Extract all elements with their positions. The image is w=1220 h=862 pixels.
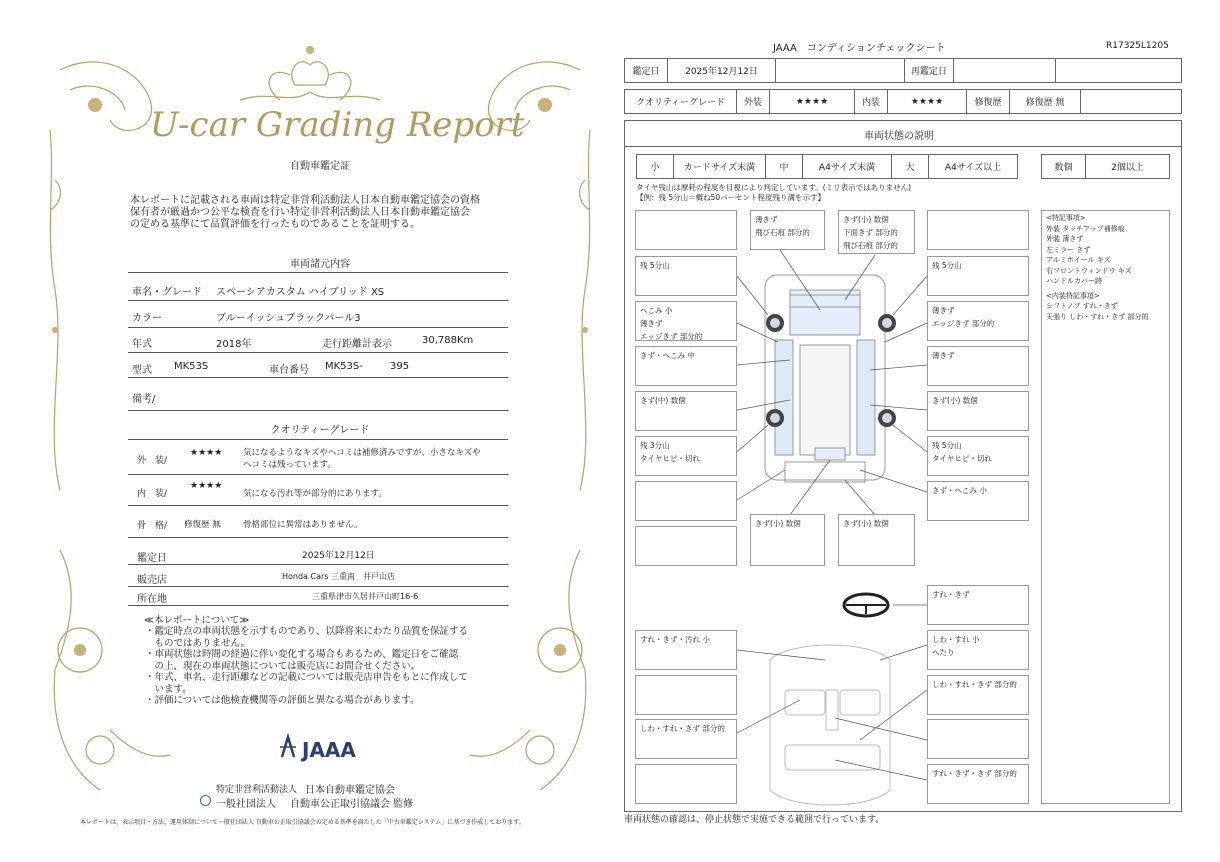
size-mid-desc: A4サイズ未満 <box>818 163 876 173</box>
interior-stars-cell <box>887 89 967 114</box>
size-small-desc: カードサイズ未満 <box>683 163 756 173</box>
note-front-right <box>838 210 915 254</box>
repair-value-cell <box>1009 89 1081 114</box>
note-line: きず(小) 数個 <box>755 519 801 528</box>
note-tire-rear-left <box>635 436 737 476</box>
note-line: 薄きず <box>755 215 778 224</box>
interior-label: 内装 <box>861 98 880 108</box>
note-left-4 <box>635 391 737 431</box>
size-mid-cell <box>765 154 803 179</box>
date-value: 2025年12月12日 <box>685 67 758 77</box>
mileage-label: 走行距離計表示 <box>322 339 392 350</box>
frame-label: 骨 格/ <box>137 521 168 531</box>
dealer-value: Honda Cars 三重南 井戸山店 <box>282 572 395 581</box>
about-item: ・鑑定時点の車両状態を示すものであり、以降将来にわたり品質を保証する <box>145 626 469 637</box>
note-interior-right-1 <box>927 630 1029 670</box>
count-label-cell <box>1041 154 1086 179</box>
note-line: 下面きず 部分的 <box>843 228 898 237</box>
note-line: タイヤヒビ・切れ <box>640 454 700 463</box>
special-notes-box <box>1041 210 1170 804</box>
size-small: 小 <box>650 163 660 173</box>
repair-label: 修復歴 <box>974 98 1002 108</box>
condition-sheet-title: JAAA コンディションチェックシート <box>773 43 946 54</box>
exterior-stars-cell <box>769 89 855 114</box>
note-line: へこみ 小 <box>640 306 673 315</box>
note-line: 残 5分山 <box>640 261 670 270</box>
interior-text: 気になる汚れ等が部分的にあります。 <box>243 489 387 499</box>
reappraisal-blank-cell <box>1055 58 1182 83</box>
org2-prefix: 一般社団法人 <box>216 799 276 810</box>
frame-text: 骨格部位に異常はありません。 <box>243 520 363 530</box>
note-rear-right <box>838 514 915 566</box>
org2-name: 自動車公正取引協議会 監修 <box>290 799 414 810</box>
interior-stars: ★★★★ <box>910 96 944 107</box>
interior-special-item: 天張り しわ・すれ・きず 部分的 <box>1046 312 1149 321</box>
special-item: アルミホイール キズ <box>1046 256 1111 264</box>
intro-line: の定める基準にて品質評価を行ったものであることを証明する。 <box>130 219 420 230</box>
note-left-2 <box>635 301 737 341</box>
car-name-value: スペーシアカスタム ハイブリッド XS <box>216 287 385 298</box>
note-blank-interior-right-3 <box>927 719 1029 759</box>
note-blank-left-7 <box>635 526 737 566</box>
note-right-4 <box>927 391 1029 431</box>
reappraisal-value-cell <box>953 58 1056 83</box>
year-value: 2018年 <box>216 339 252 350</box>
note-line: 残 5分山 <box>932 261 962 270</box>
size-mid-desc-cell <box>802 154 892 179</box>
note-line: きず(中) 数個 <box>640 396 686 405</box>
about-item: います。 <box>145 683 192 695</box>
note-line: すれ・きず <box>932 590 970 599</box>
exterior-label: 外装 <box>743 98 762 108</box>
repair-blank-cell <box>1080 89 1182 114</box>
note-line: 薄きず <box>932 351 955 360</box>
note-line: タイヤヒビ・切れ <box>932 454 992 463</box>
jaaa-logo <box>278 733 298 763</box>
note-right-2 <box>927 301 1029 341</box>
about-item: ・車両状態は時間の経過に伴い変化する場合もあるため、鑑定日をご確認 <box>145 649 459 660</box>
appraisal-date: 2025年12月12日 <box>302 551 375 561</box>
about-item: ・年式、車名、走行距離などの記載については販売店申告をもとに作成して <box>145 672 468 683</box>
color-value: ブルーイッシュブラックパール3 <box>216 313 361 324</box>
special-item: ハンドルカバー跡 <box>1046 277 1102 285</box>
jaaa-logo-mark-icon <box>278 733 298 759</box>
note-line: 残 3分山 <box>640 441 670 450</box>
note-interior-left-1 <box>635 630 737 670</box>
footnote: 本レポートは、表示項目・方法、運用体制について一般社団法人 自動車公正取引協議会の定める基準を満たした「中古車鑑定システム」に基づき作成しております。 <box>80 819 525 826</box>
specs-heading: 車両諸元内容 <box>290 259 350 270</box>
model-label: 型式 <box>132 365 152 376</box>
note-right-6 <box>927 481 1029 521</box>
exterior-label: 外 装/ <box>137 456 168 466</box>
exterior-label-cell <box>736 89 770 114</box>
special-item: 外装 薄きず <box>1046 235 1084 243</box>
model-value: MK53S <box>174 361 209 372</box>
about-item: ものではありません。 <box>145 637 251 649</box>
interior-special-heading: <内装特記事項> <box>1046 291 1100 300</box>
exterior-stars: ★★★★ <box>190 448 223 458</box>
note-line: 飛び石痕 部分的 <box>755 228 810 237</box>
exterior-stars: ★★★★ <box>795 96 829 107</box>
count-label: 数個 <box>1054 163 1073 173</box>
note-line: すれ・きず・きず 部分的 <box>932 769 1017 778</box>
frame-value: 修復歴 無 <box>184 520 221 530</box>
tire-note-1: タイヤ残山は摩耗の程度を目視により判定しています。(ミリ表示ではありません) <box>636 183 912 192</box>
note-line: きず(小) 数個 <box>843 519 889 528</box>
intro-line: 本レポートに記載される車両は特定非営利活動法人日本自動車鑑定協会の資格 <box>130 195 480 206</box>
note-blank-left-6 <box>635 481 737 521</box>
size-mid: 中 <box>779 163 789 173</box>
dealer-label: 販売店 <box>137 575 167 586</box>
exterior-text-line: 気になるようなキズやヘコミは補修済みですが、小さなキズや <box>243 448 481 458</box>
special-item: 外装 タッチアップ補修痕 <box>1046 224 1125 233</box>
note-front-left <box>750 210 825 250</box>
count-value: 2個以上 <box>1111 163 1144 173</box>
sheet-footer: 車両状態の確認は、停止状態で実施できる範囲で行っています。 <box>624 815 885 825</box>
note-line: しわ・すれ・きず 部分的 <box>640 724 725 733</box>
note-line: しわ・すれ 小 <box>932 635 980 644</box>
note-tire-front-left <box>635 256 737 296</box>
special-item: 左ミラー きず <box>1046 245 1091 254</box>
note-line: エッジきず 部分的 <box>640 332 703 341</box>
jaaa-logo-text: JAAA <box>302 738 356 762</box>
note-line: エッジきず 部分的 <box>932 319 995 328</box>
size-large-desc-cell <box>928 154 1018 179</box>
mileage-value: 30,788Km <box>422 335 474 346</box>
note-interior-right-4 <box>927 764 1029 804</box>
about-list <box>145 626 468 707</box>
note-left-3 <box>635 346 737 386</box>
repair-value: 修復歴 無 <box>1025 98 1065 108</box>
note-line: きず・へこみ 小 <box>932 486 987 495</box>
remarks-label: 備考/ <box>132 394 156 405</box>
about-item: ・評価については他検査機関等の評価と異なる場合があります。 <box>145 695 420 706</box>
note-tire-rear-right <box>927 436 1029 476</box>
interior-label-cell <box>854 89 888 114</box>
org1-prefix: 特定非営利活動法人 <box>216 785 298 795</box>
quality-heading: クオリティーグレード <box>270 425 370 436</box>
date-label-cell <box>624 58 668 83</box>
note-interior-left-3 <box>635 719 737 759</box>
note-interior-right-2 <box>927 675 1029 715</box>
certificate-subtitle: 自動車鑑定証 <box>290 161 350 172</box>
intro-line: 保有者が厳過かつ公平な検査を行い特定非営利活動法人日本自動車鑑定協会 <box>130 207 470 218</box>
note-line: 残 5分山 <box>932 441 962 450</box>
note-line: すれ・きず・汚れ 小 <box>640 635 710 644</box>
note-line: きず(小) 数個 <box>843 215 889 224</box>
note-line: 飛び石痕 部分的 <box>843 241 898 250</box>
address-value: 三重県津市久居井戸山町16-6 <box>312 592 419 601</box>
size-small-desc-cell <box>673 154 766 179</box>
year-label: 年式 <box>132 339 152 350</box>
report-title: U-car Grading Report <box>150 105 525 145</box>
certificate-panel <box>40 30 600 830</box>
quality-label-cell <box>624 89 737 114</box>
date-value-cell <box>667 58 776 83</box>
intro-text <box>130 195 480 231</box>
note-blank-interior-left-4 <box>635 764 737 804</box>
chassis-prefix: MK53S- <box>325 361 363 372</box>
note-line: へたり <box>932 648 955 657</box>
note-line: 薄きず <box>640 319 663 328</box>
exterior-text <box>243 447 481 471</box>
tire-note-2: 【例：残 5分山＝概ね50パーセント程度残り溝を示す】 <box>636 193 826 202</box>
reappraisal-label: 再鑑定日 <box>910 67 947 77</box>
date-blank-cell <box>775 58 905 83</box>
size-large-desc: A4サイズ以上 <box>944 163 1002 173</box>
chassis-number: 395 <box>390 361 410 372</box>
note-tire-front-right <box>927 256 1029 296</box>
chassis-label: 車台番号 <box>269 365 309 376</box>
color-label: カラー <box>132 313 162 324</box>
address-label: 所在地 <box>137 594 167 605</box>
note-line: しわ・すれ・きず 部分的 <box>932 680 1017 689</box>
interior-special-item: シフトノブ すれ・きず <box>1046 302 1118 310</box>
reappraisal-label-cell <box>904 58 954 83</box>
note-steering <box>927 585 1029 625</box>
note-line: きず・へこみ 中 <box>640 351 695 360</box>
about-heading: ≪本レポートについて≫ <box>144 615 250 626</box>
about-item: の上、現在の車両状態については販売店にお問合せください。 <box>145 660 421 672</box>
car-name-label: 車名・グレード <box>132 287 202 298</box>
interior-stars: ★★★★ <box>190 481 223 491</box>
quality-label: クオリティーグレード <box>635 98 726 108</box>
exterior-text-line: ヘコミは残っています。 <box>243 460 336 470</box>
date-label: 鑑定日 <box>632 67 660 77</box>
note-blank-top-right <box>927 210 1029 250</box>
appraisal-date-label: 鑑定日 <box>137 553 167 564</box>
count-value-cell <box>1085 154 1170 179</box>
note-blank-top-left <box>635 210 737 250</box>
size-small-cell <box>636 154 674 179</box>
note-right-3 <box>927 346 1029 386</box>
size-large: 大 <box>905 163 915 173</box>
note-rear-left <box>750 514 825 566</box>
note-blank-interior-left-2 <box>635 675 737 715</box>
report-id: R17325L1205 <box>1106 41 1169 51</box>
fair-trade-logo-icon <box>200 795 211 806</box>
interior-label: 内 装/ <box>137 489 168 499</box>
note-line: 薄きず <box>932 306 955 315</box>
org1-name: 日本自動車鑑定協会 <box>305 785 395 796</box>
special-item: 右フロントウィンドウ キズ <box>1046 266 1132 275</box>
condition-heading: 車両状態の説明 <box>864 131 934 142</box>
repair-label-cell <box>966 89 1010 114</box>
special-heading: <特記事項> <box>1046 214 1086 222</box>
size-large-cell <box>891 154 929 179</box>
note-line: きず(小) 数個 <box>932 396 978 405</box>
